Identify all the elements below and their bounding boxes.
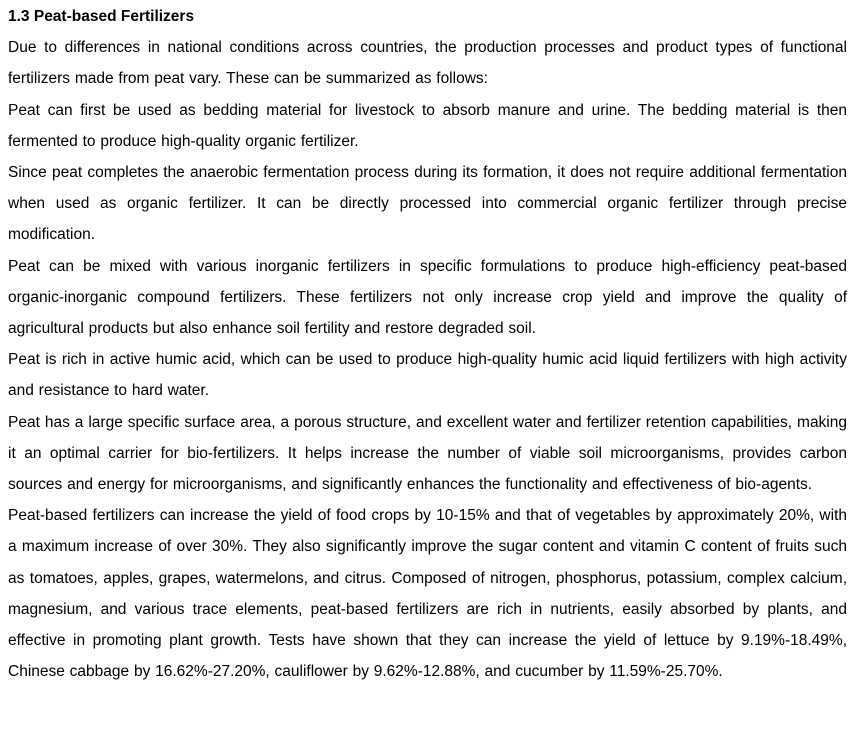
paragraph-intro: Due to differences in national conditions across countries, the production processes and product types of functional fertilizers made from peat vary. These can be summarized as follows: <box>8 39 847 88</box>
paragraph-bio-fertilizer-carrier: Peat has a large specific surface area, a porous structure, and excellent water and fertilizer retention capabilities, making it an optimal carrier for bio-fertilizers. It helps increase the number of viable soil microorganisms, provides carbon sources and energy for microorganisms, and significantly enhances the functionality and effectiveness of bio-agents. <box>8 413 847 494</box>
paragraph-yield-statistics: Peat-based fertilizers can increase the yield of food crops by 10-15% and that of vegetables by approximately 20%, with a maximum increase of over 30%. They also significantly improve the sugar content and vitamin C content of fruits such as tomatoes, apples, grapes, watermelons, and citrus. Composed of nitrogen, phosphorus, potassium, complex calcium, magnesium, and various trace elements, peat-based fertilizers are rich in nutrients, easily absorbed by plants, and effective in promoting plant growth. Tests have shown that they can increase the yield of lettuce by 9.19%-18.49%, Chinese cabbage by 16.62%-27.20%, cauliflower by 9.62%-12.88%, and cucumber by 11.59%-25.70%. <box>8 507 847 681</box>
paragraph-compound-fertilizers: Peat can be mixed with various inorganic fertilizers in specific formulations to produce high-efficiency peat-based organic-inorganic compound fertilizers. These fertilizers not only increase crop yield and improve the quality of agricultural products but also enhance soil fertility and restore degraded soil. <box>8 257 847 338</box>
paragraph-anaerobic-fermentation: Since peat completes the anaerobic fermentation process during its formation, it does not require additional fermentation when used as organic fertilizer. It can be directly processed into commercial organic fertilizer through precise modification. <box>8 164 847 244</box>
paragraph-bedding-material: Peat can first be used as bedding material for livestock to absorb manure and urine. The bedding material is then fermented to produce high-quality organic fertilizer. <box>8 101 847 150</box>
paragraph-humic-acid: Peat is rich in active humic acid, which can be used to produce high-quality humic acid liquid fertilizers with high activity and resistance to hard water. <box>8 351 847 400</box>
section-heading: 1.3 Peat-based Fertilizers <box>8 8 195 25</box>
